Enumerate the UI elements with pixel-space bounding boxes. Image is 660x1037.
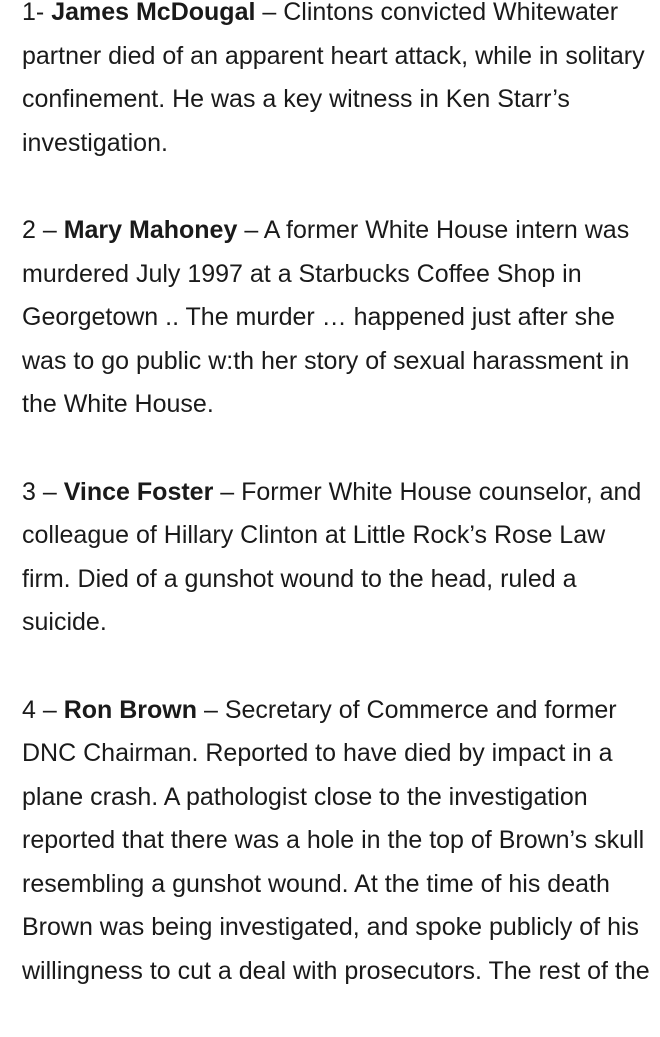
list-item <box>22 0 652 165</box>
entry-text: – Secretary of Commerce and former DNC Chairman. Reported to have died by impact in a plane crash. A pathologist close to the investigation reported that there was a hole in the top of Brown’s skull resembling a gunshot wound. At the time of his death Brown was being investigated, and spoke publicly of his willingness to cut a deal with prosecutors. The rest of the <box>22 695 650 986</box>
entry-number: 2 – <box>22 215 64 244</box>
entry-text: – Former White House counselor, and colleague of Hillary Clinton at Little Rock’s Rose Law firm. Died of a gunshot wound to the head, ruled a suicide. <box>22 477 642 637</box>
entry-number: 4 – <box>22 695 64 724</box>
entry-number: 1- <box>22 0 52 26</box>
person-name: James McDougal <box>51 0 256 26</box>
article-body <box>22 0 652 1037</box>
list-item <box>22 209 652 427</box>
entry-text: – A former White House intern was murdered July 1997 at a Starbucks Coffee Shop in Georgetown .. The murder … happened just after she was to go public w:th her story of sexual harassment in the White House. <box>22 215 630 419</box>
person-name: Mary Mahoney <box>63 215 238 244</box>
list-item <box>22 471 652 645</box>
person-name: Ron Brown <box>63 695 198 724</box>
list-item <box>22 689 652 994</box>
person-name: Vince Foster <box>63 477 214 506</box>
entry-number: 3 – <box>22 477 64 506</box>
entry-text: – Clintons convicted Whitewater partner died of an apparent heart attack, while in solitary confinement. He was a key witness in Ken Starr’s investigation. <box>22 0 645 157</box>
